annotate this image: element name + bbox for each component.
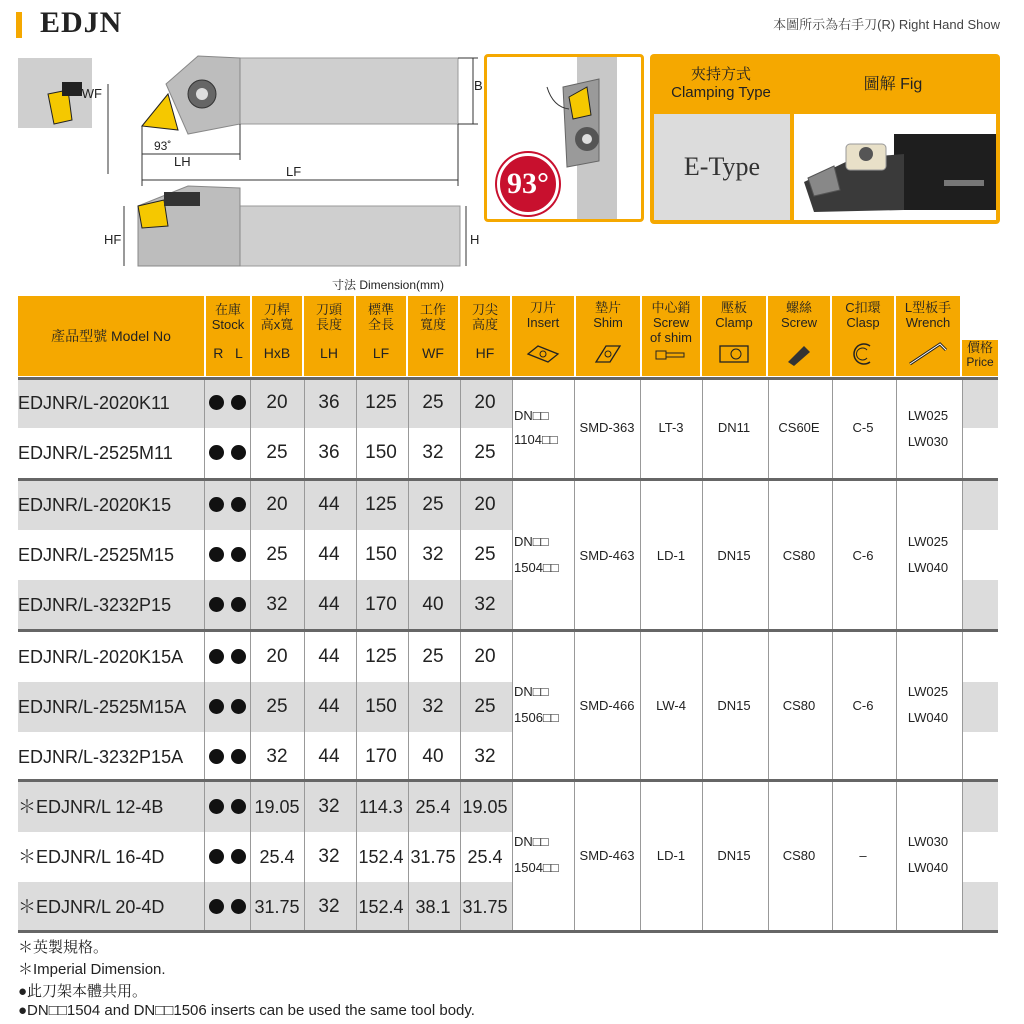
col-insert-en: Insert xyxy=(526,315,560,330)
col-lf xyxy=(356,296,406,376)
col-wf xyxy=(408,296,458,376)
row-wf: 31.75 xyxy=(410,847,456,867)
col-wf-code: WF xyxy=(422,345,444,361)
col-clamp-cn: 壓板 xyxy=(720,300,747,315)
row-hf: 25.4 xyxy=(467,847,503,867)
shank-top xyxy=(240,58,458,124)
shim-icon xyxy=(592,342,624,366)
hf-label: HF xyxy=(104,232,122,247)
stock-r-dot xyxy=(209,649,224,664)
table-header xyxy=(18,296,998,378)
row-divider xyxy=(18,930,998,933)
group-clamp: DN15 xyxy=(717,548,751,563)
col-lf-code: LF xyxy=(372,345,390,361)
group-clamp-screw: CS60E xyxy=(778,420,820,435)
stock-l-dot xyxy=(231,395,246,410)
row-hxb: 20 xyxy=(266,392,288,413)
right-hand-note: 本圖所示為右手刀(R) Right Hand Show xyxy=(773,17,1000,32)
group-clamp: DN15 xyxy=(717,698,751,713)
figure-header: 圖解 Fig xyxy=(863,76,923,93)
col-lh-code: LH xyxy=(320,345,338,361)
col-l: L xyxy=(235,345,243,361)
accessory-group xyxy=(512,378,962,478)
stock-l-dot xyxy=(231,445,246,460)
col-insert xyxy=(512,296,574,376)
row-wf: 32 xyxy=(422,696,444,717)
group-shim-screw: LW-4 xyxy=(656,698,686,713)
wf-label: WF xyxy=(81,86,102,101)
group-wrench-2: LW040 xyxy=(907,710,949,725)
footnote-1: ＊英製規格。 xyxy=(18,939,109,956)
group-wrench-1: LW025 xyxy=(907,408,949,423)
col-insert-cn: 刀片 xyxy=(529,300,556,315)
row-hf: 32 xyxy=(474,594,496,615)
row-lf: 152.4 xyxy=(358,847,404,867)
row-model: ＊EDJNR/L 12-4B xyxy=(18,797,164,817)
row-lf: 114.3 xyxy=(359,797,403,817)
stock-r-dot xyxy=(209,849,224,864)
row-hxb: 19.05 xyxy=(254,797,300,817)
col-stock-rl xyxy=(206,346,250,361)
stock-l-dot xyxy=(231,899,246,914)
group-insert-line2: 1506□□ xyxy=(514,710,559,725)
row-lh: 44 xyxy=(318,746,340,767)
row-hf: 25 xyxy=(474,544,496,565)
stock-r-dot xyxy=(209,547,224,562)
col-stock-cn: 在庫 xyxy=(214,302,241,317)
group-shim-screw: LT-3 xyxy=(658,420,684,435)
stock-r-dot xyxy=(209,497,224,512)
row-wf: 25 xyxy=(422,646,444,667)
row-model: EDJNR/L-3232P15 xyxy=(18,595,172,615)
row-model: EDJNR/L-2020K11 xyxy=(18,393,170,413)
group-wrench-2: LW040 xyxy=(907,560,949,575)
row-wf: 25.4 xyxy=(415,797,451,817)
title-accent-bar xyxy=(16,12,22,38)
tool-photo xyxy=(794,114,996,220)
row-lh: 44 xyxy=(318,646,340,667)
stock-l-dot xyxy=(231,547,246,562)
row-wf: 25 xyxy=(422,494,444,515)
accessory-group xyxy=(512,632,962,782)
col-hf-cn2: 高度 xyxy=(471,317,498,332)
stock-l-dot xyxy=(231,699,246,714)
col-hf xyxy=(460,296,510,376)
col-cscrew-en: Screw xyxy=(780,315,818,330)
row-lf: 125 xyxy=(365,646,397,667)
col-lh xyxy=(304,296,354,376)
col-cscrew-cn: 螺絲 xyxy=(785,300,812,315)
row-hf: 32 xyxy=(474,746,496,767)
clamping-header xyxy=(656,60,786,110)
dimension-drawing xyxy=(18,54,488,274)
clamping-header-en: Clamping Type xyxy=(671,84,771,101)
row-lh: 44 xyxy=(318,544,340,565)
lf-label: LF xyxy=(286,164,302,179)
stock-r-dot xyxy=(209,445,224,460)
col-wf-cn2: 寬度 xyxy=(419,317,446,332)
col-screw-en1: Screw xyxy=(652,315,690,330)
row-model: EDJNR/L-2525M11 xyxy=(18,443,173,463)
group-shim-screw: LD-1 xyxy=(656,848,686,863)
row-lh: 32 xyxy=(318,896,340,917)
row-hxb: 32 xyxy=(266,594,288,615)
stock-l-dot xyxy=(231,649,246,664)
row-hxb: 25 xyxy=(266,442,288,463)
group-wrench-1: LW025 xyxy=(907,684,949,699)
col-price-cn: 價格 xyxy=(966,340,993,355)
row-lh: 32 xyxy=(318,796,340,817)
col-lh-cn2: 長度 xyxy=(315,317,342,332)
col-clamp-screw xyxy=(768,296,830,376)
group-clamp-screw: CS80 xyxy=(782,698,816,713)
row-hxb: 20 xyxy=(266,646,288,667)
row-hxb: 20 xyxy=(266,494,288,515)
dimension-caption: 寸法 Dimension(mm) xyxy=(331,278,444,292)
col-hxb-cn1: 刀桿 xyxy=(263,302,290,317)
row-lh: 44 xyxy=(318,594,340,615)
group-wrench-1: LW025 xyxy=(907,534,949,549)
h-label: H xyxy=(470,232,480,247)
group-insert-line1: DN□□ xyxy=(514,408,549,423)
row-hxb: 25 xyxy=(266,696,288,717)
row-wf: 40 xyxy=(422,594,444,615)
angle-label: 93˚ xyxy=(154,139,172,153)
row-wf: 40 xyxy=(422,746,444,767)
group-clasp: C-5 xyxy=(852,420,874,435)
stock-r-dot xyxy=(209,749,224,764)
group-clasp: – xyxy=(859,848,867,863)
col-clamp xyxy=(702,296,766,376)
stock-r-dot xyxy=(209,395,224,410)
group-shim: SMD-363 xyxy=(579,420,635,435)
col-clasp-cn: C扣環 xyxy=(845,300,881,315)
group-clamp: DN15 xyxy=(717,848,751,863)
row-lf: 152.4 xyxy=(358,897,404,917)
group-insert-line2: 1504□□ xyxy=(514,560,559,575)
row-lf: 150 xyxy=(365,696,397,717)
row-hf: 20 xyxy=(474,494,496,515)
col-wf-cn1: 工作 xyxy=(419,302,446,317)
row-wf: 25 xyxy=(422,392,444,413)
col-shim-cn: 墊片 xyxy=(594,300,621,315)
col-hf-code: HF xyxy=(475,345,495,361)
group-clamp-screw: CS80 xyxy=(782,548,816,563)
stock-r-dot xyxy=(209,597,224,612)
clasp-icon xyxy=(850,340,876,368)
col-clasp xyxy=(832,296,894,376)
row-wf: 32 xyxy=(422,544,444,565)
col-price-en: Price xyxy=(966,355,994,369)
row-wf: 32 xyxy=(422,442,444,463)
stock-r-dot xyxy=(209,699,224,714)
stock-r-dot xyxy=(209,799,224,814)
col-screw-cn: 中心銷 xyxy=(651,300,691,315)
row-lf: 125 xyxy=(365,494,397,515)
col-screw-shim xyxy=(642,296,700,376)
stock-l-dot xyxy=(231,799,246,814)
wrench-icon xyxy=(906,340,950,368)
group-wrench-2: LW040 xyxy=(907,860,949,875)
group-clasp: C-6 xyxy=(852,698,874,713)
stock-r-dot xyxy=(209,899,224,914)
col-hxb xyxy=(252,296,302,376)
col-shim-en: Shim xyxy=(593,315,623,330)
col-r: R xyxy=(213,345,224,361)
col-wrench-cn: L型板手 xyxy=(904,300,952,315)
row-hf: 25 xyxy=(474,442,496,463)
clamping-type-panel xyxy=(650,54,1000,224)
footnote-3: ●此刀架本體共用。 xyxy=(18,983,148,1000)
b-label: B xyxy=(474,78,483,93)
group-clamp-screw: CS80 xyxy=(782,848,816,863)
col-lf-cn2: 全長 xyxy=(367,317,394,332)
col-lf-cn1: 標準 xyxy=(367,302,394,317)
row-lf: 170 xyxy=(365,746,397,767)
row-model: EDJNR/L-2525M15A xyxy=(18,697,187,717)
group-shim-screw: LD-1 xyxy=(656,548,686,563)
col-stock-en: Stock xyxy=(211,317,245,332)
shim-screw-icon xyxy=(654,348,688,362)
group-shim: SMD-463 xyxy=(579,548,635,563)
row-lh: 44 xyxy=(318,696,340,717)
approach-angle-figure xyxy=(484,54,644,222)
row-model: EDJNR/L-2020K15 xyxy=(18,495,172,515)
group-shim: SMD-466 xyxy=(579,698,635,713)
col-hxb-code: HxB xyxy=(263,345,291,361)
group-clamp: DN11 xyxy=(717,420,751,435)
row-wf: 38.1 xyxy=(415,897,451,917)
stock-l-dot xyxy=(231,849,246,864)
row-hf: 19.05 xyxy=(462,797,508,817)
row-model: EDJNR/L-3232P15A xyxy=(18,747,184,767)
row-hxb: 31.75 xyxy=(254,897,300,917)
col-model: 產品型號 Model No xyxy=(18,296,204,376)
group-shim: SMD-463 xyxy=(579,848,635,863)
col-hxb-cn2: 高x寬 xyxy=(260,317,294,332)
col-wrench-en: Wrench xyxy=(905,315,951,330)
clamping-type-value: E-Type xyxy=(654,114,790,220)
col-clamp-en: Clamp xyxy=(715,315,753,330)
stock-l-dot xyxy=(231,597,246,612)
row-model: ＊EDJNR/L 16-4D xyxy=(18,847,165,867)
row-lh: 36 xyxy=(318,442,340,463)
accessory-group xyxy=(512,782,962,932)
row-model: EDJNR/L-2525M15 xyxy=(18,545,175,565)
row-lf: 125 xyxy=(365,392,397,413)
row-divider xyxy=(18,377,998,380)
group-insert-line1: DN□□ xyxy=(514,834,549,849)
col-wrench xyxy=(896,296,960,376)
col-price xyxy=(962,296,998,376)
stock-l-dot xyxy=(231,749,246,764)
group-insert-line2: 1104□□ xyxy=(514,432,558,447)
row-hf: 20 xyxy=(474,646,496,667)
col-screw-en2: of shim xyxy=(650,330,692,345)
row-lf: 170 xyxy=(365,594,397,615)
row-hxb: 25 xyxy=(266,544,288,565)
lh-label: LH xyxy=(174,154,191,169)
row-hf: 31.75 xyxy=(462,897,508,917)
col-stock xyxy=(206,296,250,376)
row-divider xyxy=(18,779,998,782)
col-clasp-en: Clasp xyxy=(846,315,880,330)
row-lf: 150 xyxy=(365,442,397,463)
accessory-group xyxy=(512,480,962,630)
row-lh: 44 xyxy=(318,494,340,515)
group-insert-line1: DN□□ xyxy=(514,684,549,699)
footnote-2: ＊Imperial Dimension. xyxy=(18,961,166,978)
clamp-icon xyxy=(718,342,750,366)
row-lh: 32 xyxy=(318,846,340,867)
side-clamp xyxy=(62,82,82,96)
row-model: ＊EDJNR/L 20-4D xyxy=(18,897,165,917)
stock-l-dot xyxy=(231,497,246,512)
row-divider xyxy=(18,629,998,632)
col-hf-cn1: 刀尖 xyxy=(471,302,498,317)
group-wrench-1: LW030 xyxy=(907,834,949,849)
col-lh-cn1: 刀頭 xyxy=(315,302,342,317)
group-wrench-2: LW030 xyxy=(907,434,949,449)
angle-badge: 93° xyxy=(497,153,559,215)
group-clasp: C-6 xyxy=(852,548,874,563)
group-insert-line2: 1504□□ xyxy=(514,860,559,875)
row-divider xyxy=(18,478,998,481)
footnote-4: ●DN□□1504 and DN□□1506 inserts can be used the same tool body. xyxy=(18,1002,475,1019)
screw-icon xyxy=(784,342,814,366)
col-shim xyxy=(576,296,640,376)
row-hxb: 32 xyxy=(266,746,288,767)
clamping-header-cn: 夾持方式 xyxy=(690,66,751,83)
page-title: EDJN xyxy=(40,6,123,39)
group-insert-line1: DN□□ xyxy=(514,534,549,549)
row-lf: 150 xyxy=(365,544,397,565)
row-model: EDJNR/L-2020K15A xyxy=(18,647,184,667)
insert-icon xyxy=(526,344,560,364)
row-hf: 20 xyxy=(474,392,496,413)
row-lh: 36 xyxy=(318,392,340,413)
row-hxb: 25.4 xyxy=(259,847,295,867)
row-hf: 25 xyxy=(474,696,496,717)
